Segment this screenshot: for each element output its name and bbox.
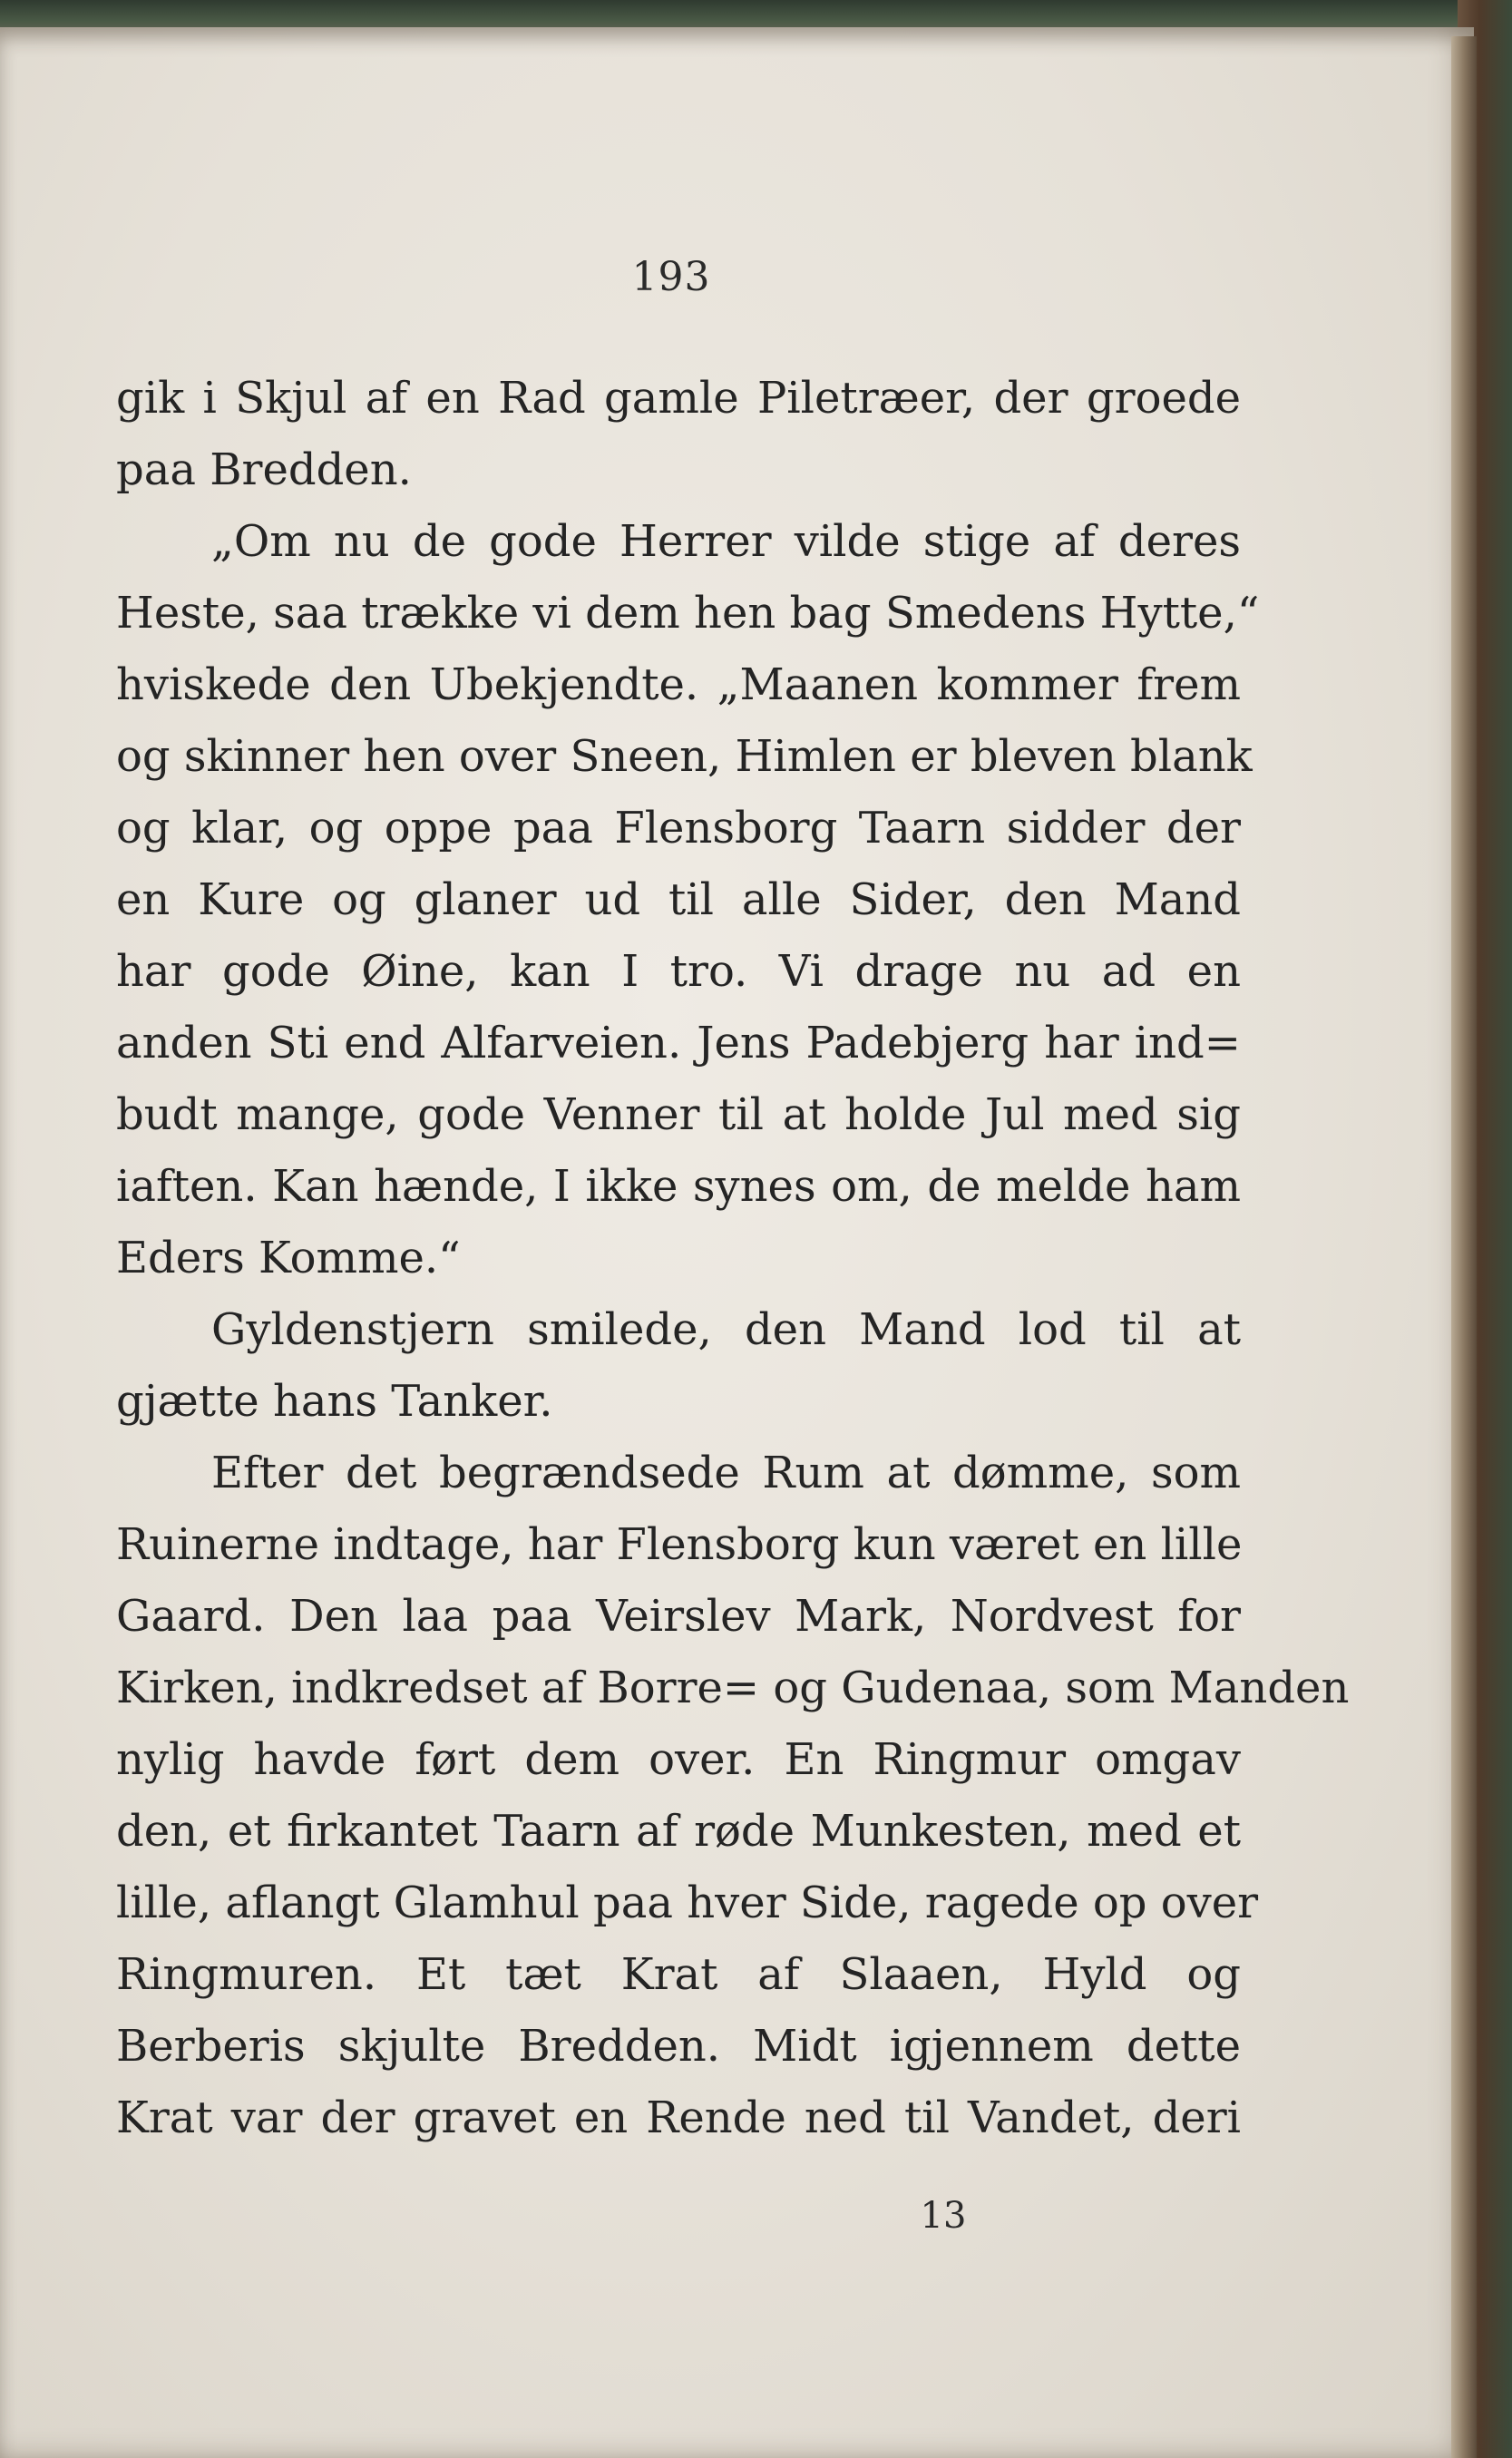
text-line: iaften. Kan hænde, I ikke synes om, de melde ham (116, 1161, 1241, 1212)
text-line: Gyldenstjern smilede, den Mand lod til at (211, 1304, 1241, 1355)
text-line: Efter det begrændsede Rum at dømme, som (211, 1448, 1241, 1498)
page-number: 193 (631, 254, 711, 300)
text-line: gjætte hans Tanker. (116, 1376, 553, 1427)
text-line: anden Sti end Alfarveien. Jens Padebjerg har ind= (116, 1018, 1241, 1068)
text-line: Krat var der gravet en Rende ned til Vandet, deri (116, 2092, 1241, 2143)
text-line: paa Bredden. (116, 444, 412, 495)
text-line: og skinner hen over Sneen, Himlen er bleven blank (116, 731, 1253, 782)
text-line: den, et firkantet Taarn af røde Munkesten, med et (116, 1806, 1241, 1857)
text-line: „Om nu de gode Herrer vilde stige af deres (211, 516, 1241, 567)
text-line: hviskede den Ubekjendte. „Maanen kommer frem (116, 659, 1241, 710)
text-line: Ruinerne indtage, har Flensborg kun været en lille (116, 1519, 1243, 1570)
text-line: gik i Skjul af en Rad gamle Piletræer, der groede (116, 373, 1241, 424)
text-line: og klar, og oppe paa Flensborg Taarn sidder der (116, 803, 1241, 853)
text-line: nylig havde ført dem over. En Ringmur omgav (116, 1734, 1241, 1785)
text-line: Berberis skjulte Bredden. Midt igjennem dette (116, 2021, 1241, 2072)
text-line: Heste, saa trække vi dem hen bag Smedens Hytte,“ (116, 588, 1260, 639)
text-line: Kirken, indkredset af Borre= og Gudenaa, som Manden (116, 1663, 1350, 1713)
text-line: har gode Øine, kan I tro. Vi drage nu ad en (116, 946, 1241, 997)
text-line: Eders Komme.“ (116, 1233, 461, 1283)
text-line: budt mange, gode Venner til at holde Jul med sig (116, 1089, 1241, 1140)
text-line: lille, aflangt Glamhul paa hver Side, ragede op over (116, 1878, 1259, 1928)
signature-mark: 13 (920, 2195, 967, 2237)
text-line: en Kure og glaner ud til alle Sider, den Mand (116, 874, 1241, 925)
body-text (116, 363, 1350, 2154)
text-line: Ringmuren. Et tæt Krat af Slaaen, Hyld og (116, 1949, 1241, 2000)
text-line: Gaard. Den laa paa Veirslev Mark, Nordvest for (116, 1591, 1241, 1642)
page-fore-edge (1451, 36, 1477, 2458)
